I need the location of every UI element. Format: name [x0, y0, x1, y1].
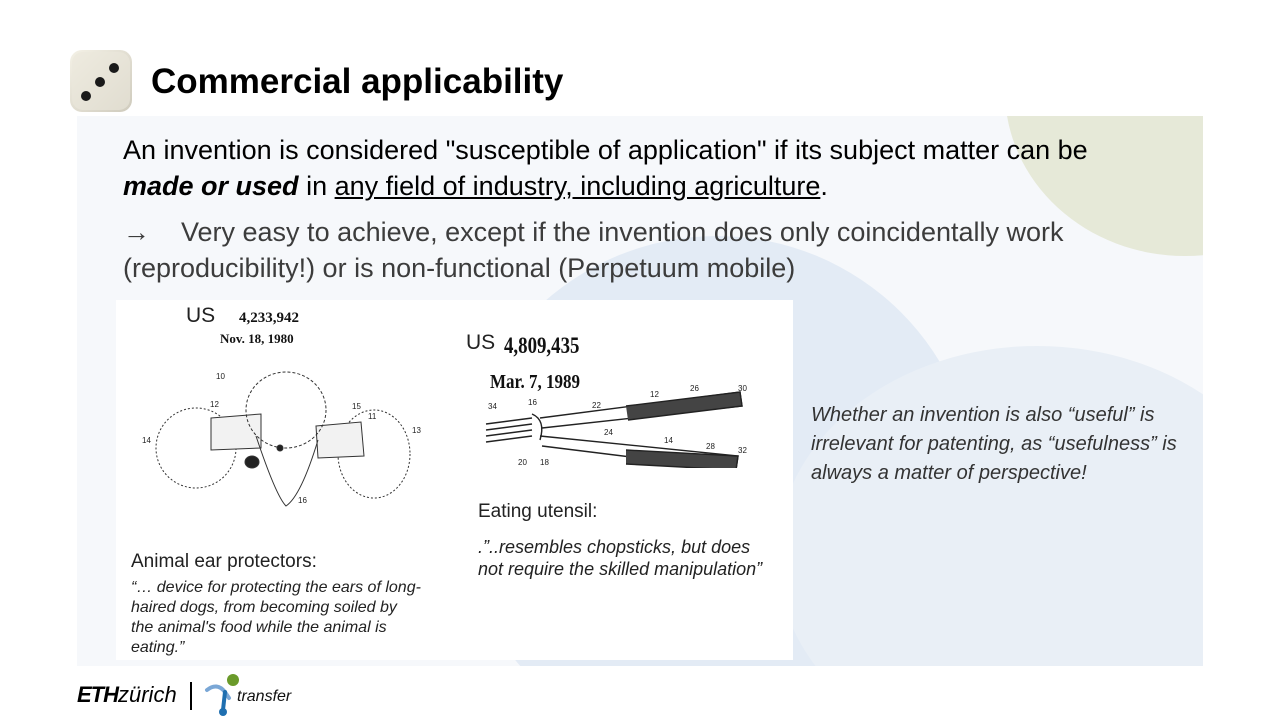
patent1-ref-label: 12	[210, 400, 219, 409]
patent2-ref-label: 30	[738, 384, 747, 393]
definition-end: .	[820, 171, 828, 201]
patent2-ref-label: 28	[706, 442, 715, 451]
definition-middle: in	[298, 171, 335, 201]
footer-logo	[77, 680, 317, 716]
arrow-icon: →	[123, 217, 150, 247]
page-title: Commercial applicability	[151, 62, 564, 101]
side-note: Whether an invention is also “useful” is irrelevant for patenting, as “usefulness” is always a matter of perspective!	[811, 404, 1177, 484]
patent2-prefix: US	[466, 331, 496, 354]
patent2-quote-line1: .”..resembles chopsticks, but does	[478, 537, 751, 557]
note-text: Very easy to achieve, except if the invention does only coincidentally work (reproducibility!) or is non-functional (Perpetuum mobile)	[123, 217, 1064, 283]
patent1-ref-label: 11	[368, 412, 377, 421]
eth-zurich-logo	[77, 682, 177, 708]
patent1-date: Nov. 18, 1980	[220, 331, 294, 346]
patent1-number: 4,233,942	[239, 310, 299, 326]
patent1-prefix: US	[186, 304, 216, 327]
definition-underlined: any field of industry, including agriculture	[334, 171, 821, 201]
logo-divider	[190, 682, 192, 710]
dog-ear-protector-drawing	[136, 366, 436, 516]
patent2-ref-label: 20	[518, 458, 527, 467]
patent2-ref-label: 14	[664, 436, 673, 445]
patent1-ref-label: 14	[142, 436, 151, 445]
definition-paragraph	[123, 132, 1193, 204]
chopstick-fork-drawing	[480, 384, 750, 468]
patent1-caption: Animal ear protectors:	[131, 551, 317, 572]
patent2-date: Mar. 7, 1989	[490, 371, 581, 393]
patent1-ref-label: 15	[352, 402, 361, 411]
patent2-caption: Eating utensil:	[478, 501, 598, 522]
patent1-ref-label: 13	[412, 426, 421, 435]
eth-logo-bold: ETH	[77, 682, 118, 707]
patent-figure	[116, 300, 793, 660]
patent2-ref-label: 34	[488, 402, 497, 411]
patent2-ref-label: 24	[604, 428, 613, 437]
patent2-ref-label: 32	[738, 446, 747, 455]
patent2-number: 4,809,435	[504, 333, 580, 358]
definition-text: An invention is considered "susceptible of application" if its subject matter can be	[123, 135, 1088, 165]
definition-emphasis: made or used	[123, 171, 299, 201]
patent2-ref-label: 18	[540, 458, 549, 467]
patent2-ref-label: 22	[592, 401, 601, 410]
note-paragraph	[123, 214, 1193, 286]
patent2-quote-line2: not require the skilled manipulation”	[478, 559, 763, 579]
eth-logo-rest: zürich	[118, 682, 177, 707]
patent2-ref-label: 12	[650, 390, 659, 399]
patent1-ref-label: 10	[216, 372, 225, 381]
patent2-ref-label: 16	[528, 398, 537, 407]
patent2-ref-label: 26	[690, 384, 699, 393]
transfer-logo-text: transfer	[237, 688, 292, 705]
dice-icon	[68, 48, 134, 116]
patent1-ref-label: 16	[298, 496, 307, 505]
patent1-quote: “… device for protecting the ears of long-haired dogs, from becoming soiled by the animal's food while the animal is eating.”	[131, 579, 421, 656]
